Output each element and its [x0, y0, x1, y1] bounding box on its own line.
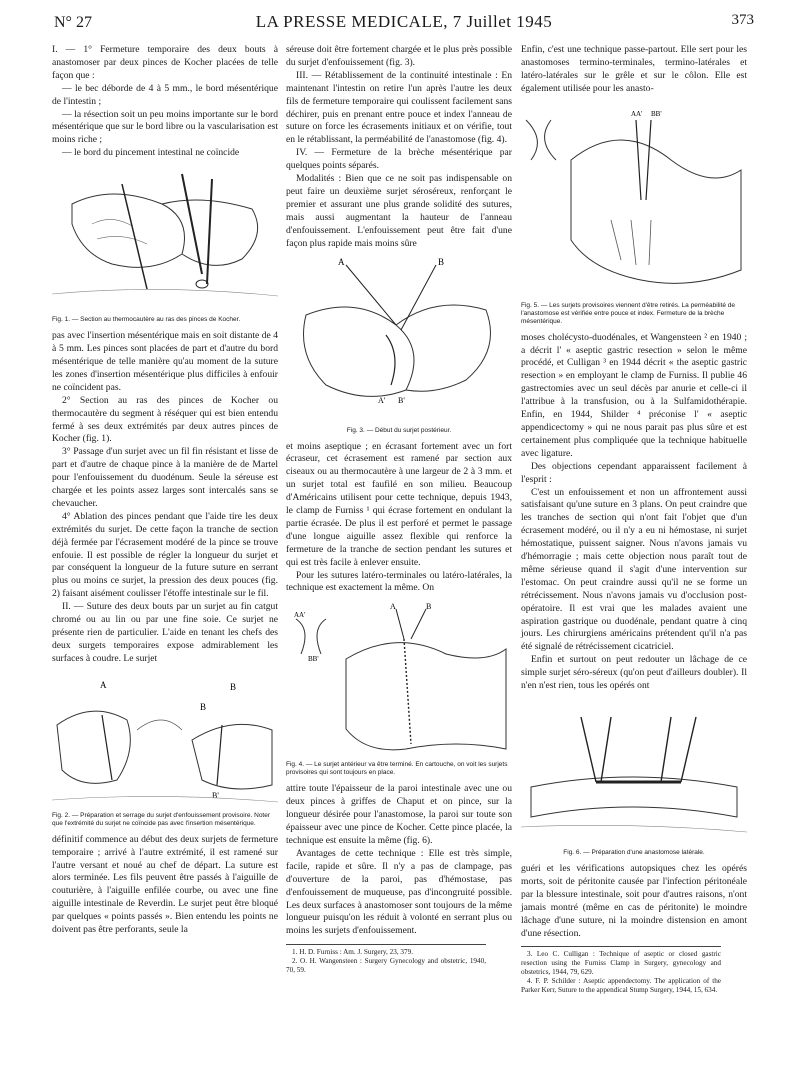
figure-5-caption: Fig. 5. — Les surjets provisoires viennent d'être retirés. La perméabilité de l'anastomose est vérifiée entre pouce et index. Fermeture de la brèche mésentérique. — [521, 301, 736, 325]
paragraph: Des objections cependant apparaissent facilement à l'esprit : — [521, 460, 747, 485]
paragraph: 3° Passage d'un surjet avec un fil fin résistant et lisse de part et d'autre de chaque pince à la manière de de Martel pour l'enfouissement du duodénum. Seule la séreuse est chargée et les points assez larges sont intercalés sans se chevaucher. — [52, 446, 278, 509]
figure-2 — [52, 670, 278, 828]
label-bb-prime: BB' — [308, 655, 319, 664]
paragraph: Avantages de cette technique : Elle est très simple, facile, rapide et sûre. Il n'y a pas de clampage, pas d'ouverture de la paroi, pas d'hémostase, pas d'enfouissement de muqueuse, pas d'incongruité possible. Les deux surfaces à anastomoser sont toujours de la même longueur puisqu'on les réduit à volonté en serrant plus ou moins les surjets d'enfouissement. — [286, 847, 512, 937]
figure-1-caption: Fig. 1. — Section au thermocautère au ras des pinces de Kocher. — [52, 316, 241, 324]
paragraph: I. — 1° Fermeture temporaire des deux bouts à anastomoser par deux pinces de Kocher placées de telle façon que : — [52, 44, 278, 81]
footnote: 3. Leo C. Culligan : Technique of aseptic or closed gastric resection using the Furniss Clamp in Surgery, gynecology and obstetrics, 1944, 79, 629. — [521, 950, 721, 977]
label-b: B — [230, 681, 237, 692]
issue-number: N° 27 — [54, 14, 92, 31]
figure-5 — [521, 100, 747, 326]
label-aa-prime: AA' — [294, 611, 306, 620]
label-a: A — [338, 256, 345, 267]
paragraph: III. — Rétablissement de la continuité intestinale : En maintenant l'intestin on retire l'un après l'autre les deux fils de fermeture temporaire qui coulissent facilement sans déchirer, puis en prenant entre pouce et index l'anneau de suture on force les écrasements initiaux et on vérifie, tout en le rétablissant, la perméabilité de l'anastomose (fig. 4). — [286, 69, 512, 146]
label-aa-prime: AA' — [631, 109, 643, 118]
label-b: B — [200, 701, 207, 712]
paragraph: C'est un enfouissement et non un affrontement aussi satisfaisant qu'une suture en 3 plans. On peut craindre que les tranches de section qui n'ont fait l'objet que d'un écrasement modéré, ou il n'y a eu ni hémostase, ni surjet hémostatique, puissent saigner. Nous n'avons jamais vu d'hémorragie ; mais cette objection nous paraît tout de même sérieuse quand il s'agit d'une intervention sur l'estomac. On peut craindre aussi qu'il ne se forme un rétrécissement. Nous n'avons jamais vu d'occlusion post-opératoire. Il est vrai que les malades avaient une aspiration gastrique ou duodénale, pendant quatre à cinq jours. Les chirurgiens américains prétendent qu'il n'a pas été signalé de rétrécissement cicatriciel. — [521, 486, 747, 653]
label-b: B — [426, 602, 432, 612]
column-2 — [286, 44, 512, 975]
label-a: A — [390, 602, 396, 612]
paragraph: et moins aseptique ; en écrasant fortement avec un fort écraseur, cet écrasement est ramené par section aux ciseaux ou au thermocautère à une largeur de 2 à 3 mm. et un surjet total est faufilé en son milieu. Beaucoup d'Américains utilisent pour cette technique, depuis 1943, le clamp de Furniss ¹ qui écrase fortement en ondulant la partie écrasée. De plus il est perforé et permet le passage d'une longue aiguille assez flexible qui renforce la fermeture de la tranche de section pendant les sutures et qui est très facile à enlever ensuite. — [286, 440, 512, 568]
label-b: B — [438, 256, 445, 267]
figure-4-caption: Fig. 4. — Le surjet antérieur va être terminé. En cartouche, on voit les surjets provisoires qui sont toujours en place. — [286, 761, 508, 777]
figure-3 — [286, 255, 512, 435]
column-3 — [521, 44, 747, 995]
figure-5-illustration — [521, 100, 747, 300]
journal-title: LA PRESSE MEDICALE, 7 Juillet 1945 — [255, 12, 553, 31]
page-header — [54, 6, 754, 36]
paragraph: II. — Suture des deux bouts par un surjet au fin catgut chromé ou au lin ou par une fine soie. Ce surjet ne présente rien de particulier. L'aide en tenant les chefs des deux surgets temporaires expose admirablement les surfaces à coudre. Le surjet — [52, 601, 278, 664]
label-b-prime: B' — [398, 395, 405, 405]
paragraph: moses cholécysto-duodénales, et Wangensteen ² en 1940 ; a décrit l' « aseptic gastric resection » selon le même procédé, et Culligan ³ en 1944 décrit « the aseptic gastric resection » en employant le clamp de Furniss. Il publie 46 gastrectomies avec un seul décès par anurie et celle-ci il l'attribue à la transfusion, ou à la Sulfamidothérapie. Enfin, en 1944, Shilder ⁴ préconise l' « aseptic appendicectomy » qui ne nous parait pas plus sûre et est certainement plus compliquée que la technique habituelle avec ligature. — [521, 331, 747, 459]
figure-6-caption: Fig. 6. — Préparation d'une anastomose latérale. — [563, 849, 705, 856]
label-a: A — [100, 679, 107, 690]
figure-2-caption: Fig. 2. — Préparation et serrage du surjet d'enfouissement provisoire. Noter que l'extrémité du surjet ne coïncide pas avec l'insertion mésentérique. — [52, 811, 271, 827]
paragraph: — la résection soit un peu moins importante sur le bord mésentérique que sur le bord libre ou la vascularisation est moins riche ; — [52, 108, 278, 146]
paragraph: guéri et les vérifications autopsiques chez les opérés morts, soit de péritonite causée par l'infection péritonéale par la blessure intestinale, soit pour d'autres raisons, n'ont jamais montré (même en cas de péritonite) le moindre lâchage d'une suture, ni la moindre distension en amont d'une résection. — [521, 863, 747, 939]
paragraph: attire toute l'épaisseur de la paroi intestinale avec une ou deux pinces à griffes de Chaput et on pince, sur la longueur désirée pour l'anastomose, la paroi sur toute son épaisseur avec une pince de Kocher. Cette pince placée, la technique est ensuite la même (fig. 6). — [286, 783, 512, 846]
paragraph: Enfin, c'est une technique passe-partout. Elle sert pour les anastomoses termino-terminales, termino-latérales et latéro-latérales sur le grêle et sur le côlon. Elle est également utilisée pour les anasto- — [521, 44, 747, 94]
paragraph: Modalités : Bien que ce ne soit pas indispensable on peut faire un deuxième surjet séroséreux, renforçant le premier et assurant une plus grande solidité des sutures, mais aussi augmentant la hauteur de l'anneau d'enfouissement. L'enfouissement peut être fait d'une façon plus rapide mais moins sûre — [286, 173, 512, 249]
column-1 — [52, 44, 278, 937]
figure-2-illustration — [52, 670, 278, 810]
paragraph: séreuse doit être fortement chargée et le plus près possible du surjet d'enfouissement (fig. 3). — [286, 44, 512, 68]
figure-6-illustration — [521, 697, 747, 847]
figure-6 — [521, 697, 747, 857]
footnote: 4. F. P. Schilder : Aseptic appendectomy. The application of the Parker Kerr, Suture to the appendical Stump Surgery, 1944, 15, 634. — [521, 977, 721, 995]
paragraph: — le bord du pincement intestinal ne coïncide — [62, 147, 240, 159]
paragraph: 2° Section au ras des pinces de Kocher ou thermocautère du segment à réséquer qui est bien entendu fermé à ses deux extrémités par deux autres pinces de Kocher (fig. 1). — [52, 394, 278, 445]
paragraph: pas avec l'insertion mésentérique mais en soit distante de 4 à 5 mm. Les pinces sont placées de part et d'autre du bord mésentérique de telle manière qu'au moment de la suture les zones d'insertion mésentérique plus difficiles à enfouir ne coïncident pas. — [52, 330, 278, 393]
figure-1-illustration — [52, 164, 278, 314]
page-number: 373 — [731, 12, 754, 28]
figure-3-caption: Fig. 3. — Début du surjet postérieur. — [346, 426, 452, 434]
label-bb-prime: BB' — [651, 109, 662, 118]
figure-1 — [52, 164, 278, 324]
paragraph: 4° Ablation des pinces pendant que l'aide tire les deux extrémités du surjet. De cette façon la tranche de section déjà fermée par l'écrasement modéré de la pince se trouve enfouie. Il est possible de régler la longueur du surjet et par conséquent la longueur de la future suture en serrant plus ou moins ce surjet, la pression des deux pouces (fig. 2) faisant aisément coulisser l'étoffe intestinale sur le fil. — [52, 510, 278, 600]
footnote: 1. H. D. Furniss : Am. J. Surgery, 23, 379. — [292, 948, 413, 957]
paragraph: Enfin et surtout on peut redouter un lâchage de ce simple surjet séro-séreux (qu'on peut d'ailleurs doubler). Il n'en n'est rien, tous les opérés ont — [521, 654, 747, 692]
paragraph: — le bec déborde de 4 à 5 mm., le bord mésentérique de l'intestin ; — [52, 82, 278, 107]
paragraph: IV. — Fermeture de la brèche mésentérique par quelques points séparés. — [286, 147, 512, 172]
footnotes — [286, 944, 486, 975]
figure-3-illustration — [286, 255, 512, 425]
figure-4 — [286, 599, 512, 777]
footnotes — [521, 946, 721, 995]
figure-4-illustration — [286, 599, 512, 759]
label-b-prime: B' — [212, 790, 219, 800]
footnote: 2. O. H. Wangensteen : Surgery Gynecology and obstetric, 1940, 70, 59. — [286, 957, 486, 975]
paragraph: définitif commence au début des deux surjets de fermeture temporaire ; arrivé à l'autre extrémité, il est ramené sur l'autre versant et noué au chef de départ. La suture est alors terminée. Les fils peuvent être passés à l'aiguille de couturière, à l'aiguille enfilée courbe, ou avec une fine aiguille intestinale de Reverdin. Le surjet peut être bloqué par quelques « points passés ». Bien entendu les points ne doivent pas être perforants, seule la — [52, 833, 278, 936]
label-a-prime: A' — [378, 395, 386, 405]
paragraph: Pour les sutures latéro-terminales ou latéro-latérales, la technique est exactement la même. On — [286, 569, 512, 594]
